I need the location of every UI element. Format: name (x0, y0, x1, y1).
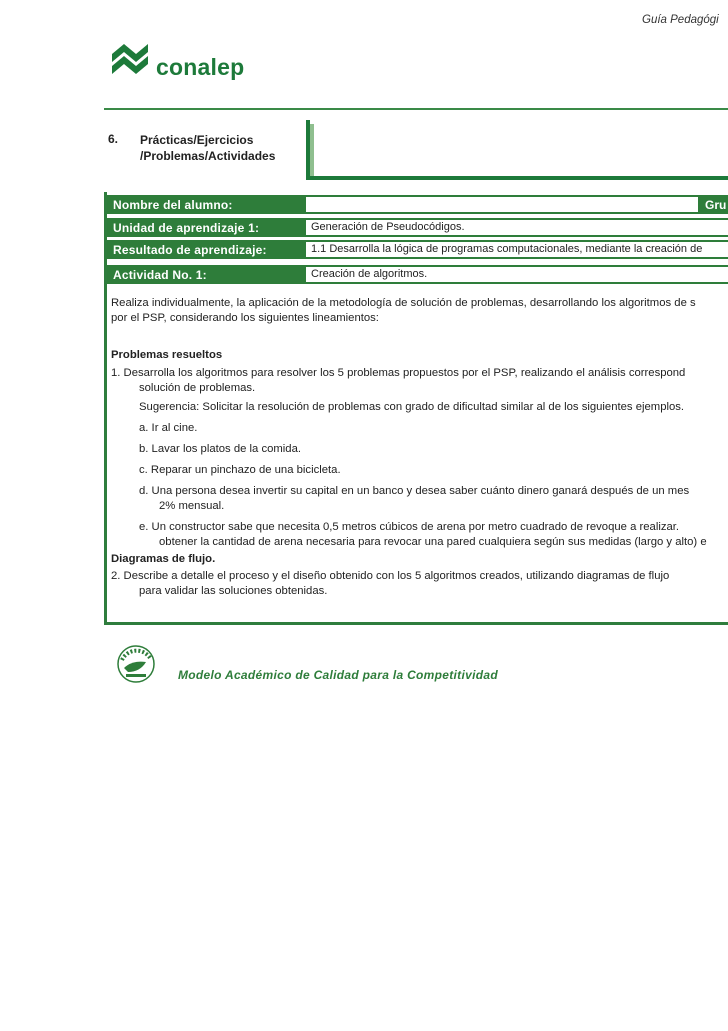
row-alumno (107, 195, 728, 214)
section-title-line2: /Problemas/Actividades (140, 149, 276, 163)
unidad-value: Generación de Pseudocódigos. (306, 220, 728, 235)
sugerencia: Sugerencia: Solicitar la resolución de problemas con grado de dificultad similar al de los siguientes ejemplos. (139, 401, 685, 413)
resultado-value: 1.1 Desarrolla la lógica de programas computacionales, mediante la creación de (306, 242, 728, 257)
section-bar-shadow (310, 124, 314, 180)
item-2-cont: para validar las soluciones obtenidas. (139, 585, 328, 597)
conalep-emblem-icon (108, 40, 152, 78)
activity-form (104, 192, 728, 625)
logo-wordmark: conalep (156, 54, 245, 80)
document-header: Guía Pedagógi (642, 14, 719, 26)
alumno-field[interactable] (306, 197, 698, 212)
item-1: 1. Desarrolla los algoritmos para resolver los 5 problemas propuestos por el PSP, realizando el análisis correspond (111, 367, 686, 379)
conalep-logo (108, 36, 244, 81)
unidad-label: Unidad de aprendizaje 1: (113, 221, 260, 235)
heading-problemas: Problemas resueltos (111, 349, 223, 361)
sub-item-a: a. Ir al cine. (139, 422, 198, 434)
sub-item-e: e. Un constructor sabe que necesita 0,5 metros cúbicos de arena por metro cuadrado de revoque a realizar. (139, 521, 680, 533)
sub-item-d-cont: 2% mensual. (159, 500, 225, 512)
row-resultado (107, 240, 728, 259)
actividad-label: Actividad No. 1: (113, 268, 207, 282)
sub-item-b: b. Lavar los platos de la comida. (139, 443, 302, 455)
footer-tagline: Modelo Académico de Calidad para la Competitividad (178, 668, 498, 682)
section-title (140, 132, 275, 164)
section-number: 6. (108, 132, 119, 146)
section-underline (306, 176, 728, 180)
item-2: 2. Describe a detalle el proceso y el diseño obtenido con los 5 algoritmos creados, utilizando diagramas de flujo (111, 570, 670, 582)
alumno-label: Nombre del alumno: (113, 198, 233, 212)
grupo-label: Gru (705, 198, 727, 212)
resultado-label: Resultado de aprendizaje: (113, 243, 267, 257)
section-title-line1: Prácticas/Ejercicios (140, 133, 254, 147)
row-actividad (107, 265, 728, 284)
actividad-value: Creación de algoritmos. (306, 267, 728, 282)
header-divider (104, 108, 728, 110)
intro-line: por el PSP, considerando los siguientes lineamientos: (111, 312, 379, 324)
activity-body (111, 296, 728, 599)
section-header (104, 120, 728, 182)
row-unidad (107, 218, 728, 237)
item-1-cont: solución de problemas. (139, 382, 256, 394)
intro-line: Realiza individualmente, la aplicación de la metodología de solución de problemas, desarrollando los algoritmos de s (111, 297, 696, 309)
sub-item-d: d. Una persona desea invertir su capital en un banco y desea saber cuánto dinero ganará después de un mes (139, 485, 690, 497)
sub-item-c: c. Reparar un pinchazo de una bicicleta. (139, 464, 341, 476)
sub-item-e-cont: obtener la cantidad de arena necesaria para revocar una pared cualquiera según sus medidas (largo y alto) e (159, 536, 707, 548)
heading-diagramas: Diagramas de flujo. (111, 553, 216, 565)
mexico-seal-icon (112, 638, 160, 686)
